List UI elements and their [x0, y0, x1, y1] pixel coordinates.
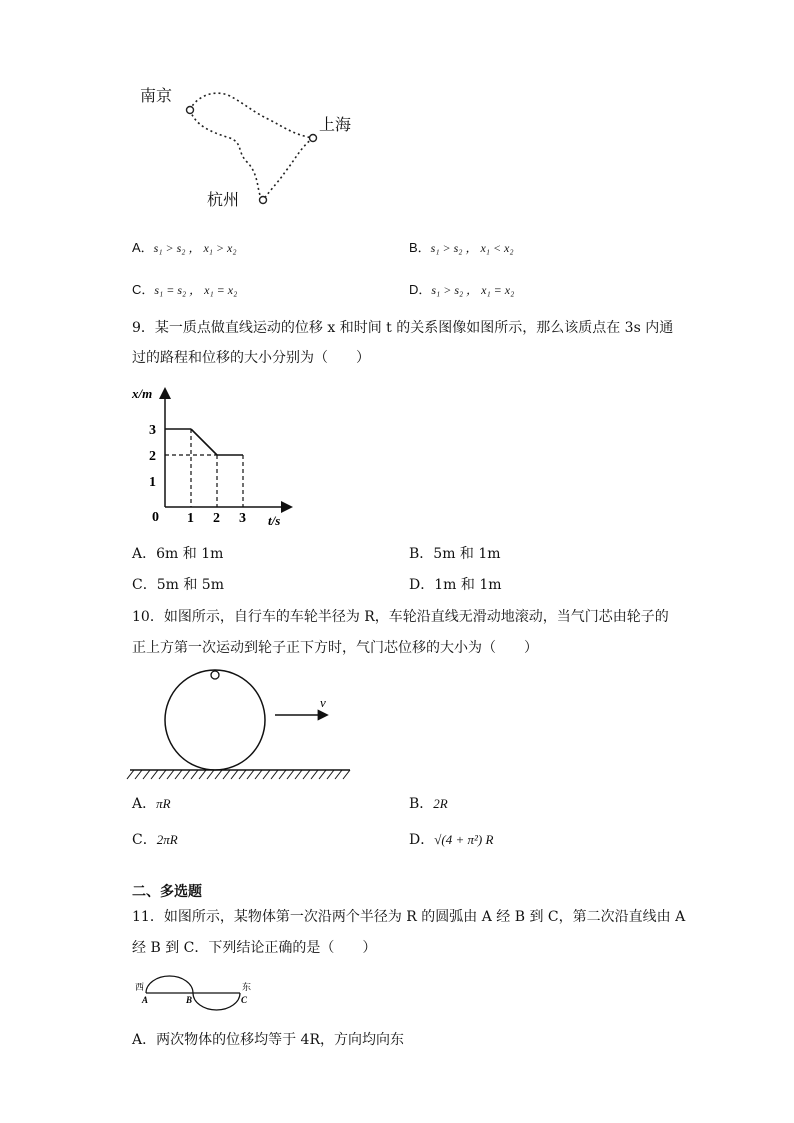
hatch-mark — [255, 770, 262, 779]
ground-hatch — [127, 770, 350, 779]
hatch-mark — [167, 770, 174, 779]
map-label-nanjing: 南京 — [140, 86, 173, 105]
q10-option-d[interactable]: D．√(4 + π²) R — [409, 832, 494, 848]
valve-core — [211, 671, 219, 679]
q9-graph — [132, 382, 300, 532]
wheel-figure — [128, 665, 353, 783]
point-b-label: B — [186, 995, 193, 1005]
point-c-label: C — [241, 995, 248, 1005]
hatch-mark — [343, 770, 350, 779]
hatch-mark — [215, 770, 222, 779]
q9-stem-line2: 过的路程和位移的大小分别为（ ） — [132, 350, 370, 366]
west-label: 西 — [135, 982, 145, 992]
arc-figure-svg — [132, 970, 262, 1012]
route-upper — [190, 93, 313, 138]
q8-option-c[interactable]: C．s₁ = s₂ ， x₁ = x₂ — [132, 282, 238, 297]
y-axis-label: x/m — [132, 386, 153, 401]
route-lower-left — [190, 110, 263, 201]
q10-option-c[interactable]: C．2πR — [132, 832, 178, 848]
hatch-mark — [207, 770, 214, 779]
hatch-mark — [303, 770, 310, 779]
hatch-mark — [279, 770, 286, 779]
hatch-mark — [191, 770, 198, 779]
x-axis-label: t/s — [268, 513, 281, 528]
hatch-mark — [127, 770, 134, 779]
arc-figure — [132, 970, 262, 1012]
x-tick-label: 3 — [239, 511, 246, 526]
y-tick-label: 2 — [149, 449, 156, 464]
q9-option-d[interactable]: D．1m 和 1m — [409, 577, 502, 593]
hatch-mark — [311, 770, 318, 779]
velocity-label: v — [320, 695, 326, 710]
hatch-mark — [263, 770, 270, 779]
x-tick-label: 2 — [213, 511, 220, 526]
upper-arc — [146, 976, 193, 993]
nanjing-point — [187, 107, 194, 114]
hatch-mark — [151, 770, 158, 779]
hatch-mark — [175, 770, 182, 779]
hatch-mark — [295, 770, 302, 779]
q11-stem-line2: 经 B 到 C．下列结论正确的是（ ） — [132, 940, 377, 956]
map-label-hangzhou: 杭州 — [207, 190, 240, 209]
y-tick-label: 3 — [149, 423, 156, 438]
hatch-mark — [319, 770, 326, 779]
y-tick-label: 1 — [149, 475, 156, 490]
q8-option-d[interactable]: D．s₁ > s₂ ， x₁ = x₂ — [409, 282, 515, 297]
hatch-mark — [135, 770, 142, 779]
section-heading: 二、多选题 — [132, 884, 202, 900]
hatch-mark — [239, 770, 246, 779]
q10-option-a[interactable]: A．πR — [132, 796, 171, 812]
q10-option-b[interactable]: B．2R — [409, 796, 448, 812]
point-a-label: A — [142, 995, 149, 1005]
q11-stem-line1: 11．如图所示，某物体第一次沿两个半径为 R 的圆弧由 A 经 B 到 C，第二次沿直线由 A — [132, 909, 686, 925]
hatch-mark — [327, 770, 334, 779]
wheel-circle — [165, 670, 265, 770]
map-label-shanghai: 上海 — [319, 115, 352, 134]
hatch-mark — [231, 770, 238, 779]
origin-label: 0 — [152, 510, 159, 525]
q8-option-b[interactable]: B．s₁ > s₂ ， x₁ < x₂ — [409, 240, 514, 255]
shanghai-point — [310, 135, 317, 142]
xt-graph-svg — [132, 382, 300, 532]
lower-arc — [193, 993, 240, 1010]
q9-option-b[interactable]: B．5m 和 1m — [409, 546, 501, 562]
wheel-figure-svg — [128, 665, 353, 783]
hatch-mark — [183, 770, 190, 779]
hangzhou-point — [260, 197, 267, 204]
q9-option-c[interactable]: C．5m 和 5m — [132, 577, 224, 593]
hatch-mark — [199, 770, 206, 779]
series-line-segment — [191, 429, 217, 455]
q9-stem-line1: 9．某一质点做直线运动的位移 x 和时间 t 的关系图像如图所示，那么该质点在 3s 内通 — [132, 320, 674, 336]
q9-option-a[interactable]: A．6m 和 1m — [132, 546, 224, 562]
route-lower-right — [263, 138, 313, 200]
q8-option-a[interactable]: A．s₁ > s₂ ， x₁ > x₂ — [132, 240, 237, 255]
hatch-mark — [335, 770, 342, 779]
hatch-mark — [271, 770, 278, 779]
q11-option-a[interactable]: A．两次物体的位移均等于 4R，方向均向东 — [132, 1032, 405, 1048]
q10-stem-line2: 正上方第一次运动到轮子正下方时，气门芯位移的大小为（ ） — [132, 640, 538, 656]
x-tick-label: 1 — [187, 511, 194, 526]
hatch-mark — [247, 770, 254, 779]
hatch-mark — [287, 770, 294, 779]
hatch-mark — [159, 770, 166, 779]
hatch-mark — [143, 770, 150, 779]
q10-stem-line1: 10．如图所示，自行车的车轮半径为 R，车轮沿直线无滑动地滚动，当气门芯由轮子的 — [132, 609, 669, 625]
hatch-mark — [223, 770, 230, 779]
east-label: 东 — [242, 982, 252, 992]
